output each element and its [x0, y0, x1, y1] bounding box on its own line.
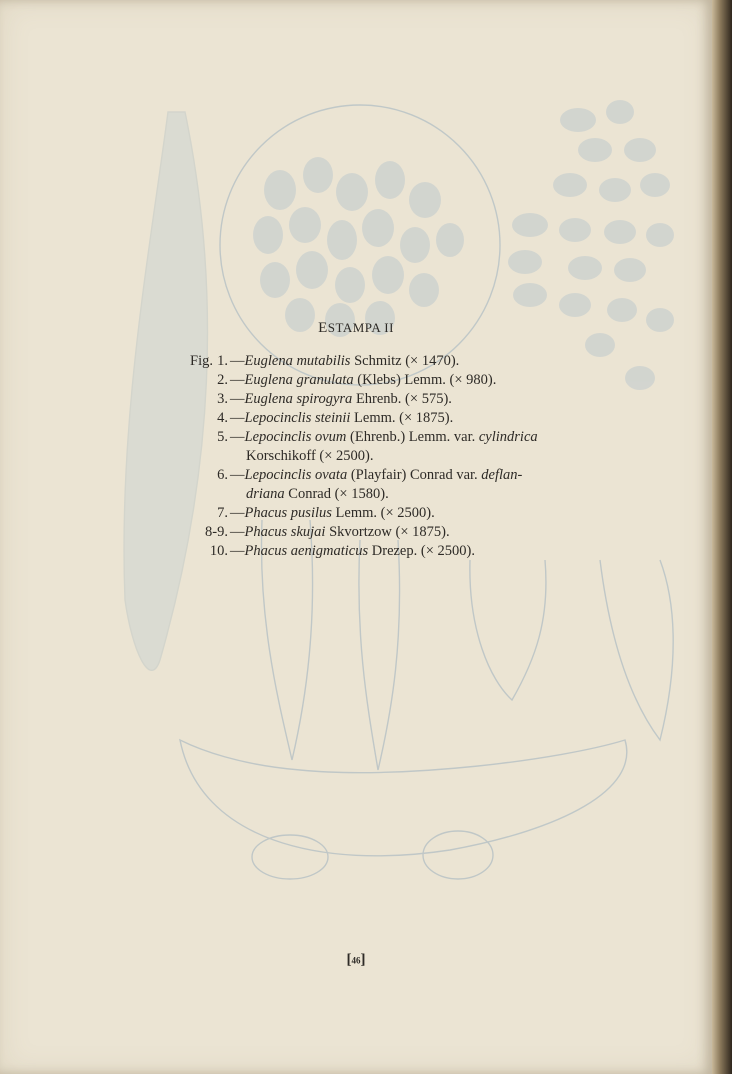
caption-row-6-continued: driana Conrad (× 1580).: [246, 486, 389, 502]
book-spine-edge: [712, 0, 732, 1074]
caption-row-2: 2. —Euglena granulata (Klebs) Lemm. (× 980).: [217, 372, 497, 388]
page-number: [46]: [346, 952, 366, 968]
caption-row-10: 10. —Phacus aenigmaticus Drezep. (× 2500).: [209, 543, 475, 559]
fig-label: Fig.: [190, 353, 213, 369]
caption-row-4: 4. —Lepocinclis steinii Lemm. (× 1875).: [217, 410, 454, 426]
caption-row-5-continued: Korschikoff (× 2500).: [246, 448, 374, 464]
caption-row-6: 6. —Lepocinclis ovata (Playfair) Conrad var. deflan-: [217, 467, 523, 483]
caption-row-8-9: 8-9. —Phacus skujai Skvortzow (× 1875).: [205, 524, 450, 540]
caption-row-5: 5. —Lepocinclis ovum (Ehrenb.) Lemm. var. cylindrica: [217, 429, 538, 445]
figure-captions: [190, 352, 650, 561]
caption-row-7: 7. —Phacus pusilus Lemm. (× 2500).: [217, 505, 435, 521]
plate-heading: ESTAMPA II: [318, 320, 394, 336]
caption-row-3: 3. —Euglena spirogyra Ehrenb. (× 575).: [217, 391, 452, 407]
caption-row-1: Fig. 1. —Euglena mutabilis Schmitz (× 1470).: [190, 353, 460, 369]
